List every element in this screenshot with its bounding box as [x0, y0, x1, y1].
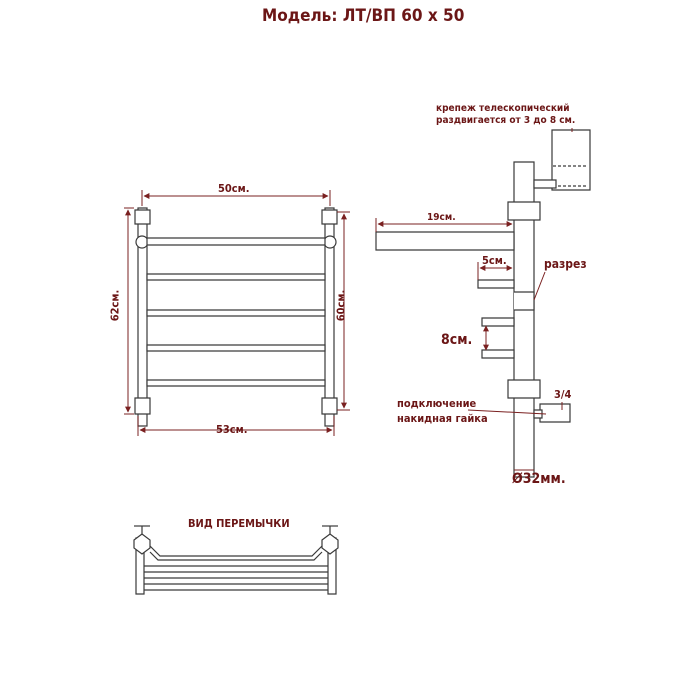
dim-spacing-label: 8см. [441, 332, 473, 348]
front-view [135, 208, 337, 426]
connection-label-line-2: накидная гайка [397, 412, 488, 425]
right-joint [324, 236, 336, 248]
dim-height-left-label: 62см. [108, 289, 122, 322]
diameter-label: Ø32мм. [512, 471, 566, 487]
dim-width-bottom-label: 53см. [216, 423, 248, 436]
right-top-mount [322, 210, 337, 224]
rung-4 [147, 345, 325, 351]
connection-nut [540, 404, 570, 422]
arm-spacing-upper [482, 318, 514, 326]
right-bottom-mount [322, 398, 337, 414]
jumper-view-caption: ВИД ПЕРЕМЫЧКИ [188, 517, 290, 530]
arm-spacing-lower [482, 350, 514, 358]
left-joint [136, 236, 148, 248]
section-label: разрез [544, 257, 587, 271]
dim-depth-label: 19см. [427, 212, 456, 223]
arm-long [376, 232, 514, 250]
rung-1 [147, 238, 325, 245]
telescopic-bracket [552, 130, 590, 190]
connection-label-line-1: подключение [397, 397, 477, 410]
arm-short [478, 280, 514, 288]
section-break [514, 292, 534, 310]
rung-5 [147, 380, 325, 386]
telescopic-note-line-1: крепеж телескопический [436, 103, 570, 114]
collar-bottom [508, 380, 540, 398]
dim-height-right-label: 60см. [334, 289, 348, 322]
left-bottom-mount [135, 398, 150, 414]
jumper-view [134, 526, 338, 594]
telescopic-note-line-2: раздвигается от 3 до 8 см. [436, 115, 576, 126]
dim-width-top-label: 50см. [218, 182, 250, 195]
rung-2 [147, 274, 325, 280]
rung-3 [147, 310, 325, 316]
left-top-mount [135, 210, 150, 224]
thread-label: 3/4 [554, 388, 572, 401]
dim-short-depth-label: 5см. [482, 254, 507, 267]
leader-section [534, 272, 545, 300]
collar-top [508, 202, 540, 220]
telescopic-rod [534, 180, 556, 188]
page-title: Модель: ЛТ/ВП 60 х 50 [262, 6, 465, 26]
jumper-bar [150, 546, 322, 556]
